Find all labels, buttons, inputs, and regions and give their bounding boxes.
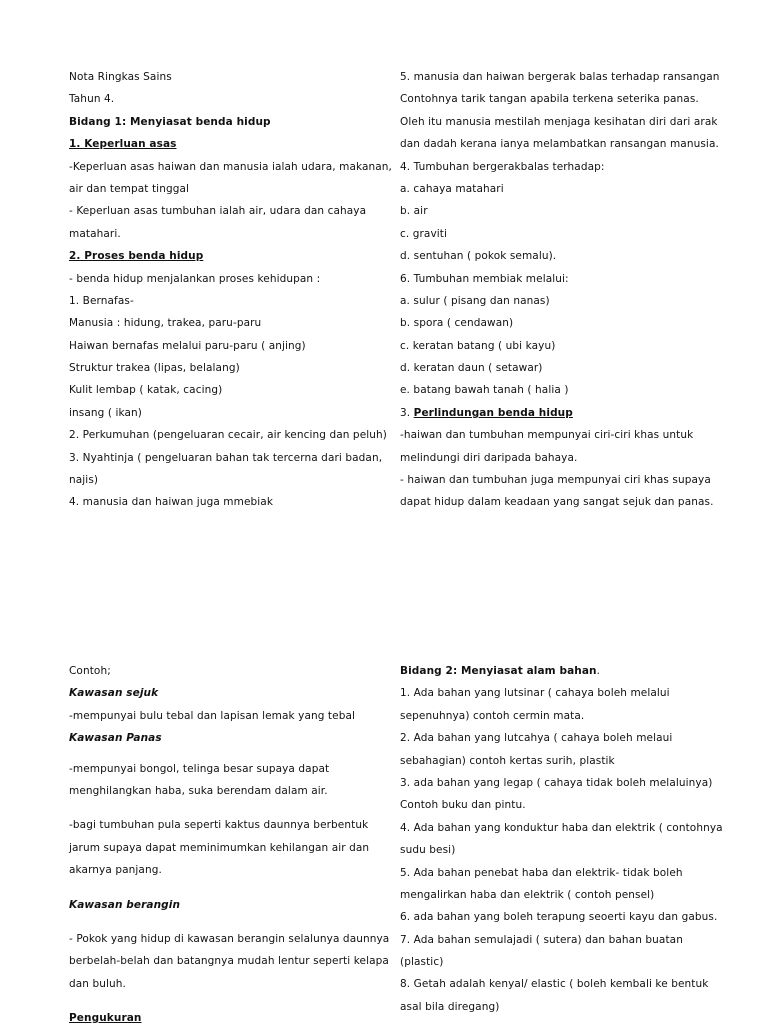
tumbuhan-text [69,814,389,881]
text-line: 4. Tumbuhan bergerakbalas terhadap: [400,160,605,173]
heading-kawasan-sejuk: Kawasan sejuk [69,687,159,700]
text-line: - Keperluan asas tumbuhan ialah air, udara dan cahaya [69,205,367,218]
text-line: -mempunyai bongol, telinga besar supaya dapat [69,762,330,775]
text-line: 3. ada bahan yang legap ( cahaya tidak boleh melaluinya) [400,776,713,789]
text-line: dapat hidup dalam keadaan yang sangat sejuk dan panas. [400,496,714,509]
text-line: 2. Perkumuhan (pengeluaran cecair, air kencing dan peluh) [69,429,387,442]
text-line: sepenuhnya) contoh cermin mata. [400,709,585,722]
text-line: 8. Getah adalah kenyal/ elastic ( boleh kembali ke bentuk [400,978,709,991]
page1-left-column [69,66,392,514]
kawasan-panas-text [69,758,389,803]
text-line: 6. Tumbuhan membiak melalui: [400,272,569,285]
text-line: 5. manusia dan haiwan bergerak balas terhadap ransangan [400,71,720,83]
alam-bahan-list [400,682,723,1018]
text-line: 3. Nyahtinja ( pengeluaran bahan tak tercerna dari badan, [69,451,383,464]
text-line: jarum supaya dapat meminimumkan kehilangan air dan [69,841,370,854]
keperluan-asas-text [69,156,392,246]
spacer [69,750,389,758]
text-line: b. air [400,205,428,218]
text-line: Kulit lembap ( katak, cacing) [69,384,223,397]
text-line: Manusia : hidung, trakea, paru-paru [69,317,262,330]
text-line: menghilangkan haba, suka berendam dalam air. [69,784,328,797]
text-line: c. graviti [400,227,448,240]
text-line: -haiwan dan tumbuhan mempunyai ciri-ciri khas untuk [400,429,694,442]
text-line: melindungi diri daripada bahaya. [400,451,578,464]
text-line: sebahagian) contoh kertas surih, plastik [400,754,615,767]
text-line: mengalirkan haba dan elektrik ( contoh pensel) [400,888,655,901]
text-line: 5. Ada bahan penebat haba dan elektrik- tidak boleh [400,866,683,879]
section-title-dot: . [596,665,601,677]
text-line: Contoh buku dan pintu. [400,799,526,812]
section-title-bidang-1: Bidang 1: Menyiasat benda hidup [69,115,271,128]
text-line: 4. Ada bahan yang konduktur haba dan elektrik ( contohnya [400,821,723,834]
text-line: d. keratan daun ( setawar) [400,362,543,375]
heading-kawasan-berangin: Kawasan berangin [69,898,181,911]
text-line: a. sulur ( pisang dan nanas) [400,294,550,307]
text-line: (plastic) [400,956,444,969]
subsection-title: Perlindungan benda hidup [413,406,573,419]
heading-pengukuran: Pengukuran [69,1012,142,1025]
subsection-proses-benda-hidup: 2. Proses benda hidup [69,250,204,263]
text-line: b. spora ( cendawan) [400,317,514,330]
text-line: 6. ada bahan yang boleh terapung seoerti kayu dan gabus. [400,911,718,924]
text-line: Contohnya tarik tangan apabila terkena seterika panas. [400,93,699,106]
spacer [69,916,389,928]
proses-benda-hidup-text [69,268,389,514]
text-line: -Keperluan asas haiwan dan manusia ialah udara, makanan, [69,160,392,173]
kawasan-berangin-text [69,928,389,995]
text-line: Oleh itu manusia mestilah menjaga kesihatan diri dari arak [400,115,718,128]
contoh-label: Contoh; [69,665,111,677]
text-line: c. keratan batang ( ubi kayu) [400,339,556,352]
doc-year: Tahun 4. [69,93,115,106]
spacer [69,882,389,894]
text-line: dan buluh. [69,977,126,990]
heading-kawasan-panas: Kawasan Panas [69,732,162,745]
text-line: berbelah-belah dan batangnya mudah lentur seperti kelapa [69,955,389,968]
spacer [69,995,389,1007]
text-line: 4. manusia dan haiwan juga mmebiak [69,496,274,509]
text-line: asal bila diregang) [400,1000,500,1013]
text-line: matahari. [69,227,121,240]
text-line: a. cahaya matahari [400,182,504,195]
text-line: Struktur trakea (lipas, belalang) [69,362,240,375]
section-title-bidang-2 [400,660,720,682]
section-title-text: Bidang 2: Menyiasat alam bahan [400,665,597,677]
gerak-balas-text [400,66,720,402]
text-line: - benda hidup menjalankan proses kehidupan : [69,272,321,285]
spacer [69,802,389,814]
text-line: Haiwan bernafas melalui paru-paru ( anjing) [69,339,306,352]
text-line: -mempunyai bulu tebal dan lapisan lemak yang tebal [69,709,356,722]
text-line: insang ( ikan) [69,406,142,419]
page1-right-column [400,66,720,514]
text-line: 1. Ada bahan yang lutsinar ( cahaya boleh melalui [400,687,670,700]
text-line: d. sentuhan ( pokok semalu). [400,250,557,263]
subsection-perlindungan-benda-hidup [400,402,720,424]
text-line: dan dadah kerana ianya melambatkan ransangan manusia. [400,138,719,151]
perlindungan-text [400,424,720,514]
text-line: air dan tempat tinggal [69,182,190,195]
page2-left-column [69,660,389,1029]
doc-title: Nota Ringkas Sains [69,71,172,83]
subsection-number: 3. [400,406,414,419]
subsection-keperluan-asas: 1. Keperluan asas [69,138,177,151]
text-line: 1. Bernafas- [69,294,134,307]
text-line: 2. Ada bahan yang lutcahya ( cahaya boleh melaui [400,732,673,745]
text-line: akarnya panjang. [69,864,162,877]
text-line: - haiwan dan tumbuhan juga mempunyai ciri khas supaya [400,474,711,487]
text-line: 7. Ada bahan semulajadi ( sutera) dan bahan buatan [400,933,683,946]
text-line: - Pokok yang hidup di kawasan berangin selalunya daunnya [69,932,390,945]
page2-right-column [400,660,723,1018]
text-line: najis) [69,474,99,487]
text-line: e. batang bawah tanah ( halia ) [400,384,569,397]
text-line: -bagi tumbuhan pula seperti kaktus daunnya berbentuk [69,819,369,832]
text-line: sudu besi) [400,844,456,857]
